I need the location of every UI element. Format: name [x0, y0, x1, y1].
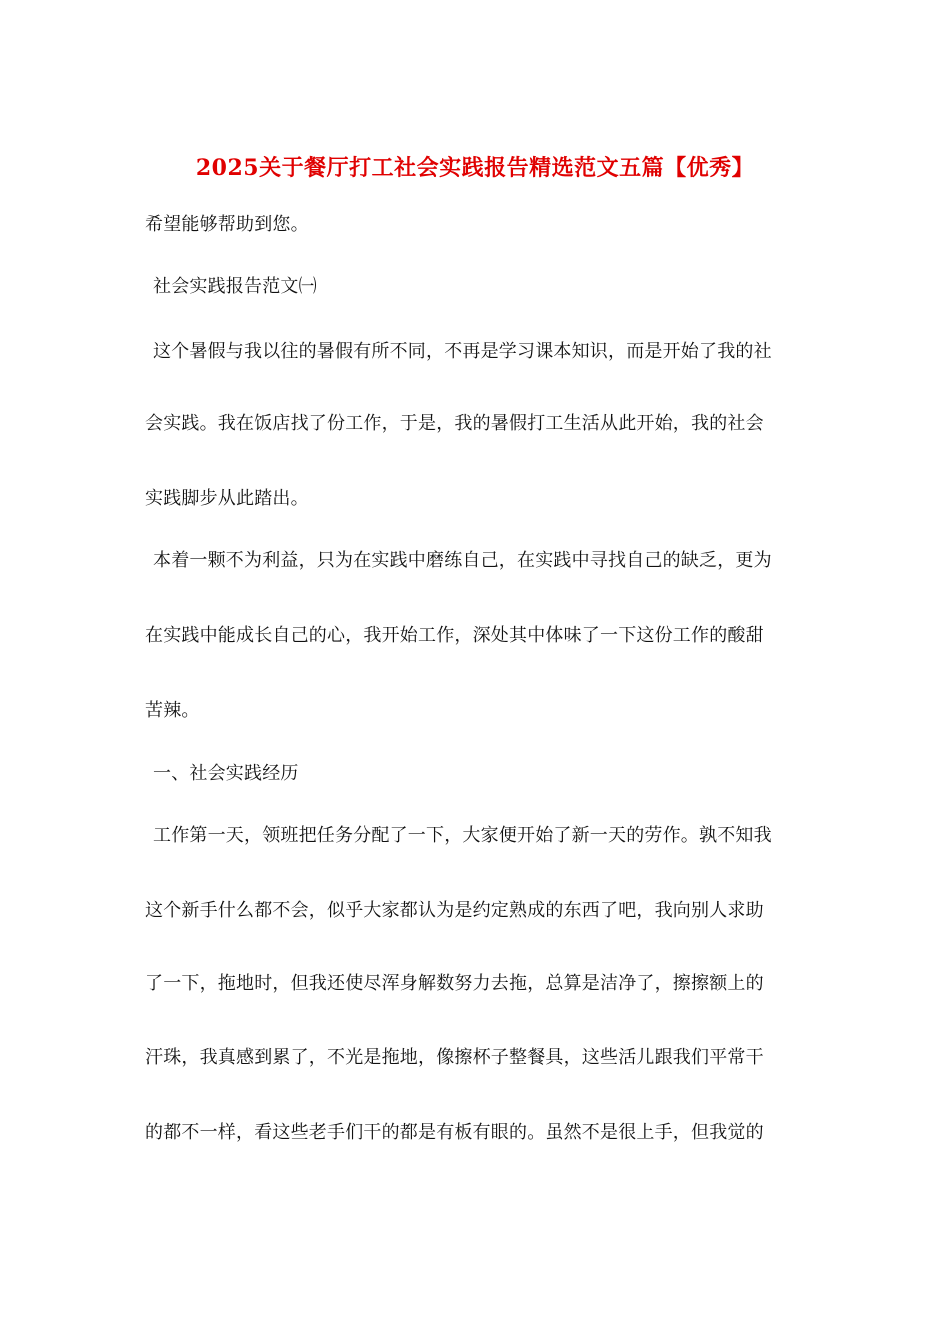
section-heading: 社会实践报告范文㈠ — [153, 276, 317, 297]
body-line: 实践脚步从此踏出。 — [145, 488, 309, 509]
body-line: 苦辣。 — [145, 700, 200, 721]
body-line: 在实践中能成长自己的心，我开始工作，深处其中体味了一下这份工作的酸甜 — [145, 625, 764, 646]
body-line: 工作第一天，领班把任务分配了一下，大家便开始了新一天的劳作。孰不知我 — [153, 825, 772, 846]
document-title: 2025关于餐厅打工社会实践报告精选范文五篇【优秀】 — [195, 155, 755, 181]
section-heading: 一、社会实践经历 — [153, 763, 299, 784]
body-line: 希望能够帮助到您。 — [145, 214, 309, 235]
body-line: 的都不一样，看这些老手们干的都是有板有眼的。虽然不是很上手，但我觉的 — [145, 1122, 764, 1143]
body-line: 本着一颗不为利益，只为在实践中磨练自己，在实践中寻找自己的缺乏，更为 — [153, 550, 772, 571]
body-line: 了一下，拖地时，但我还使尽浑身解数努力去拖，总算是洁净了，擦擦额上的 — [145, 973, 764, 994]
body-line: 这个暑假与我以往的暑假有所不同，不再是学习课本知识，而是开始了我的社 — [153, 341, 772, 362]
body-line: 这个新手什么都不会，似乎大家都认为是约定熟成的东西了吧，我向别人求助 — [145, 900, 764, 921]
body-line: 汗珠，我真感到累了，不光是拖地，像擦杯子整餐具，这些活儿跟我们平常干 — [145, 1047, 764, 1068]
body-line: 会实践。我在饭店找了份工作，于是，我的暑假打工生活从此开始，我的社会 — [145, 413, 764, 434]
